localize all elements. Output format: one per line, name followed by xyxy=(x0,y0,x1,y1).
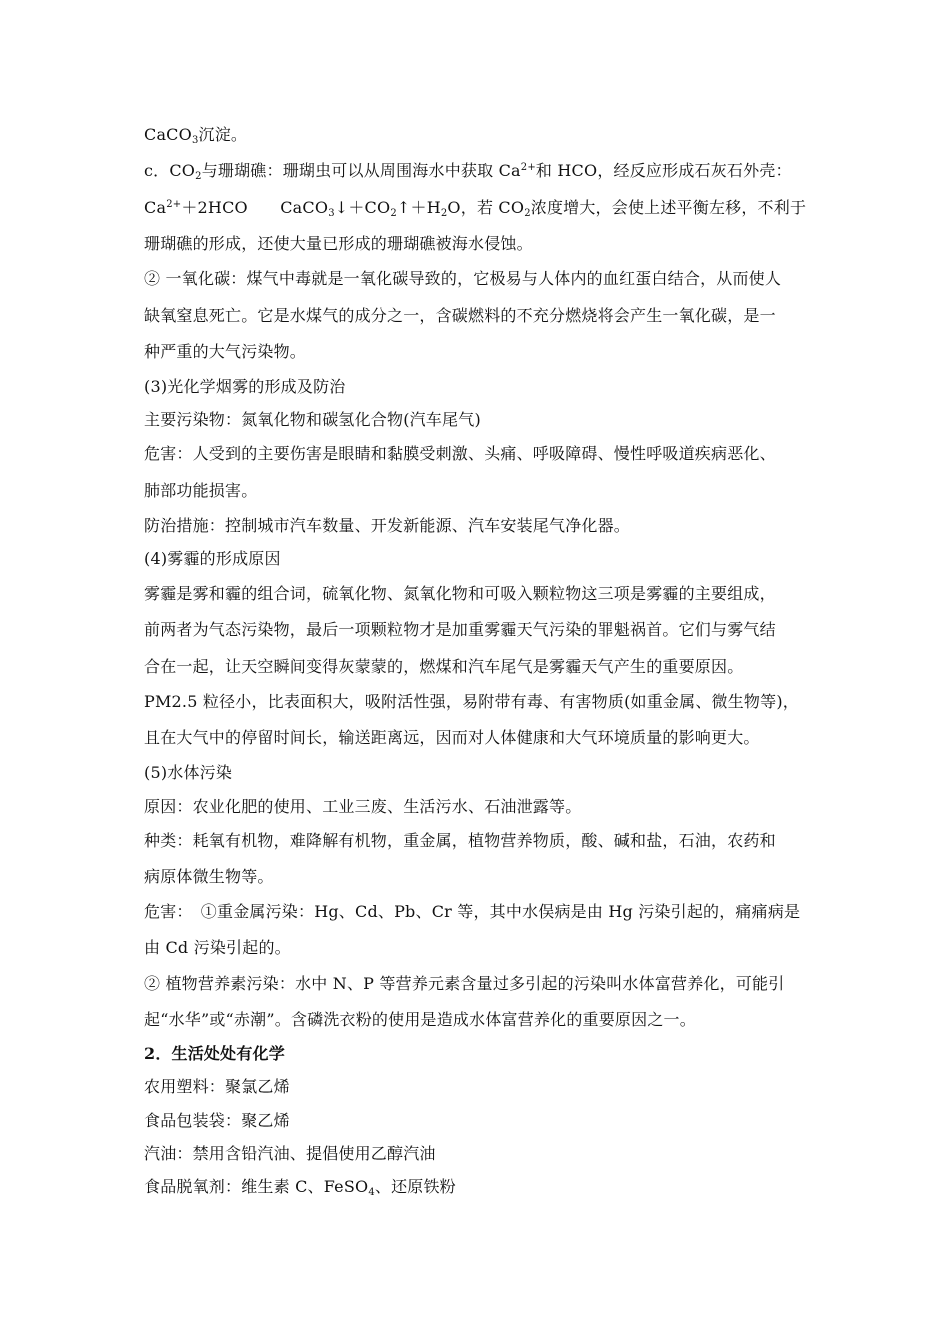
text-line: ② 一氧化碳：煤气中毒就是一氧化碳导致的，它极易与人体内的血红蛋白结合，从而使人 xyxy=(144,269,782,288)
text-line-co2-coral: c．$CO_2$与珊瑚礁：珊瑚虫可以从周围海水中获取 $Ca^{2+}$和 HCO，经反应形成石灰石外壳： xyxy=(144,161,792,182)
text-line: 肺部功能损害。 xyxy=(144,481,258,500)
text-line: 防治措施：控制城市汽车数量、开发新能源、汽车安装尾气净化器。 xyxy=(144,516,631,535)
text-line: 危害：人受到的主要伤害是眼睛和黏膜受刺激、头痛、呼吸障碍、慢性呼吸道疾病恶化、 xyxy=(144,444,776,463)
text-line: 起“水华”或“赤潮”。含磷洗衣粉的使用是造成水体富营养化的重要原因之一。 xyxy=(144,1010,696,1029)
text-line: 雾霾是雾和霾的组合词，硫氧化物、氮氧化物和可吸入颗粒物这三项是雾霾的主要组成， xyxy=(144,584,776,603)
text-line-caco3-precipitate: CaCO$_3$沉淀。 xyxy=(144,125,248,146)
text-line: 原因：农业化肥的使用、工业三废、生活污水、石油泄露等。 xyxy=(144,797,582,816)
text-line: 珊瑚礁的形成，还使大量已形成的珊瑚礁被海水侵蚀。 xyxy=(144,234,533,253)
text-line: PM2.5 粒径小，比表面积大，吸附活性强，易附带有毒、有害物质(如重金属、微生物等)， xyxy=(144,692,799,711)
text-line: 缺氧窒息死亡。它是水煤气的成分之一，含碳燃料的不充分燃烧将会产生一氧化碳，是一 xyxy=(144,306,776,325)
text-line: 种类：耗氧有机物，难降解有机物，重金属，植物营养物质，酸、碱和盐，石油，农药和 xyxy=(144,831,776,850)
text-line: 汽油：禁用含铅汽油、提倡使用乙醇汽油 xyxy=(144,1144,436,1163)
text-line-coral-equation: $Ca^{2+}+2HCO$ $CaCO_3↓+CO_2↑+H_2O$，若 $CO_2$浓度增大，会使上述平衡左移，不利于 xyxy=(144,198,807,219)
text-line: 且在大气中的停留时间长，输送距离远，因而对人体健康和大气环境质量的影响更大。 xyxy=(144,728,760,747)
section-heading-haze: (4)雾霾的形成原因 xyxy=(144,549,281,568)
text-line: 前两者为气态污染物，最后一项颗粒物才是加重雾霾天气污染的罪魁祸首。它们与雾气结 xyxy=(144,620,776,639)
text-line: ② 植物营养素污染：水中 N、P 等营养元素含量过多引起的污染叫水体富营养化，可能引 xyxy=(144,974,785,993)
text-line: 合在一起，让天空瞬间变得灰蒙蒙的，燃煤和汽车尾气是雾霾天气产生的重要原因。 xyxy=(144,657,744,676)
text-line: 危害： ①重金属污染：Hg、Cd、Pb、Cr 等，其中水俣病是由 Hg 污染引起的，痛痛病是 xyxy=(144,902,801,921)
text-line: 主要污染物：氮氧化物和碳氢化合物(汽车尾气) xyxy=(144,410,481,429)
text-line: 种严重的大气污染物。 xyxy=(144,342,307,361)
section-heading-water-pollution: (5)水体污染 xyxy=(144,763,233,782)
section-heading-chemistry-in-life: 2．生活处处有化学 xyxy=(144,1044,285,1063)
text-line-food-deoxidizer: 食品脱氧剂：维生素 C、FeSO$_4$、还原铁粉 xyxy=(144,1177,456,1198)
section-heading-photochemical-smog: (3)光化学烟雾的形成及防治 xyxy=(144,377,346,396)
text-line: 食品包装袋：聚乙烯 xyxy=(144,1111,290,1130)
text-line: 农用塑料：聚氯乙烯 xyxy=(144,1077,290,1096)
text-line: 病原体微生物等。 xyxy=(144,867,274,886)
text-line: 由 Cd 污染引起的。 xyxy=(144,938,291,957)
